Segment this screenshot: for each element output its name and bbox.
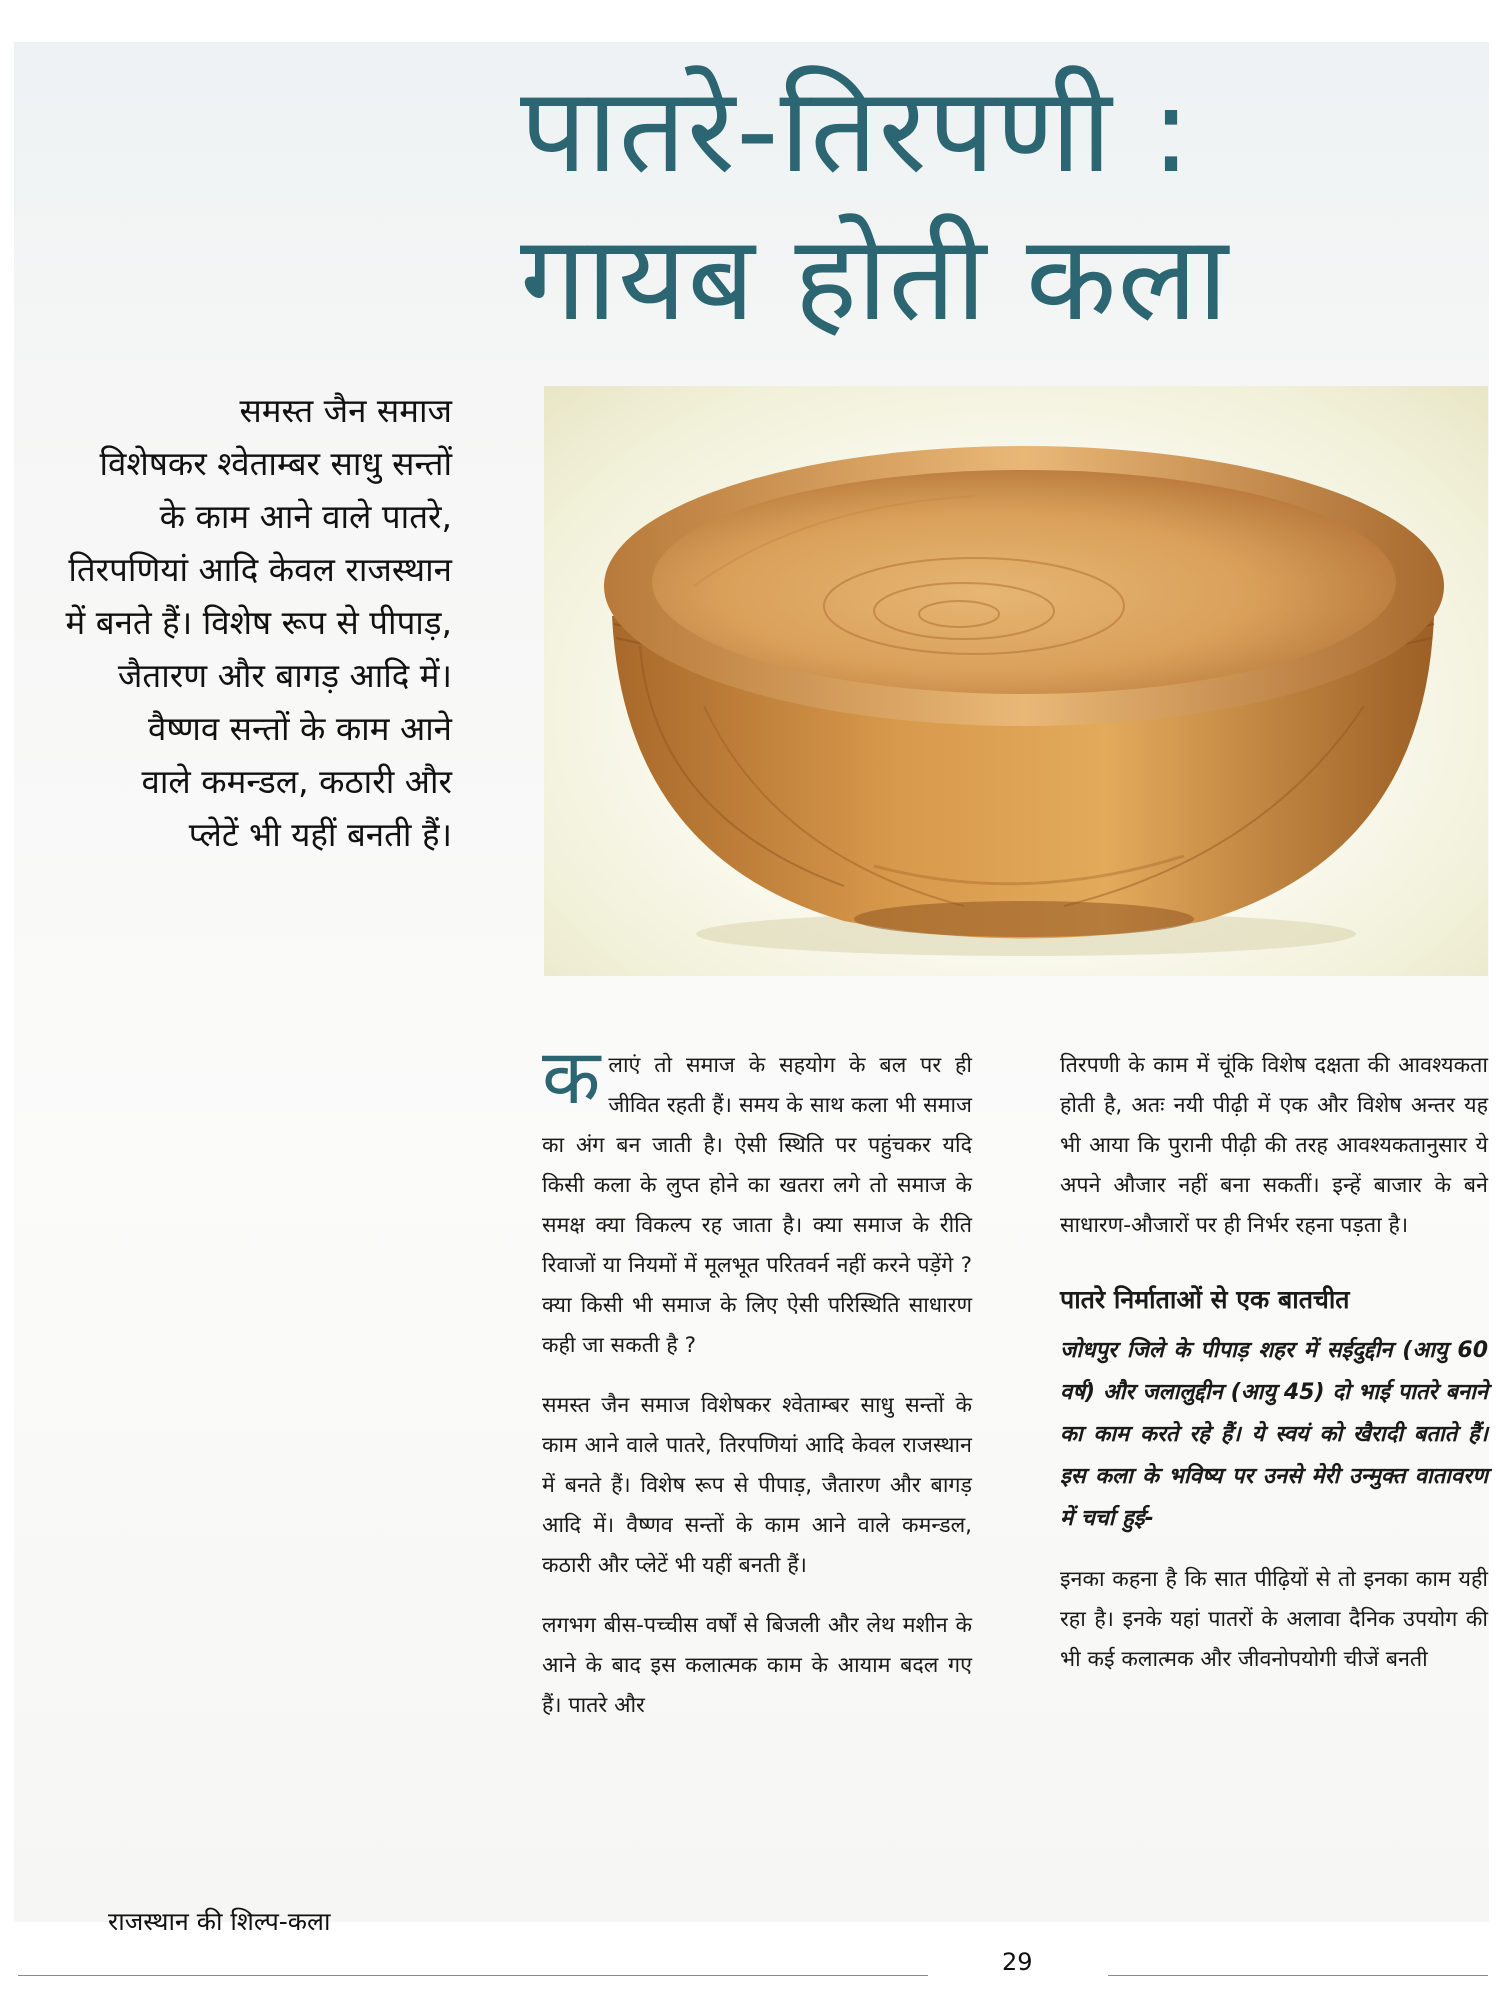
body-paragraph: इनका कहना है कि सात पीढ़ियों से तो इनका काम यही रहा है। इनके यहां पातरों के अलावा दैनिक उपयोग की भी कई कलात्मक और जीवनोपयोगी चीजें बनती	[1060, 1567, 1488, 1672]
body-paragraph: लगभग बीस-पच्चीस वर्षों से बिजली और लेथ मशीन के आने के बाद इस कलात्मक काम के आयाम बदल गए हैं। पातरे और	[542, 1613, 972, 1718]
title-line-1: पातरे-तिरपणी :	[520, 61, 1192, 199]
pull-quote	[20, 384, 452, 861]
opening-paragraph	[542, 1032, 972, 1366]
footer-divider-left	[18, 1975, 928, 1976]
pull-quote-line: वाले कमन्डल, कठारी और	[141, 762, 452, 801]
footer-publication-title: राजस्थान की शिल्प-कला	[108, 1907, 331, 1936]
opening-paragraph-text: लाएं तो समाज के सहयोग के बल पर ही जीवित रहती हैं। समय के साथ कला भी समाज का अंग बन जाती है। ऐसी स्थिति पर पहुंचकर यदि किसी कला के लुप्त होने का खतरा लगे तो समाज के समक्ष क्या विकल्प रह जाता है। क्या समाज के रीति रिवाजों या नियमों में मूलभूत परितवर्न नहीं करने पड़ेंगे ? क्या किसी भी समाज के लिए ऐसी परिस्थिति साधारण कही जा सकती है ?	[542, 1053, 972, 1358]
pull-quote-line: जैतारण और बागड़ आदि में।	[117, 656, 452, 695]
body-paragraph: तिरपणी के काम में चूंकि विशेष दक्षता की आवश्यकता होती है, अतः नयी पीढ़ी में एक और विशेष अन्तर यह भी आया कि पुरानी पीढ़ी की तरह आवश्यकतानुसार ये अपने औजार नहीं बना सकतीं। इन्हें बाजार के बने साधारण-औजारों पर ही निर्भर रहना पड़ता है।	[1060, 1053, 1488, 1238]
article-column-left	[542, 1032, 972, 1746]
article-title	[520, 56, 1490, 352]
section-subheading: पातरे निर्माताओं से एक बातचीत	[1060, 1285, 1350, 1314]
body-paragraph: समस्त जैन समाज विशेषकर श्वेताम्बर साधु सन्तों के काम आने वाले पातरे, तिरपणियां आदि केवल राजस्थान में बनते हैं। विशेष रूप से पीपाड़, जैतारण और बागड़ आदि में। वैष्णव सन्तों के काम आने वाले कमन्डल, कठारी और प्लेटें भी यहीं बनती हैं।	[542, 1393, 972, 1578]
interview-intro: जोधपुर जिले के पीपाड़ शहर में सईदुद्दीन (आयु 60 वर्ष) और जलालुद्दीन (आयु 45) दो भाई पातरे बनाने का काम करते रहे हैं। ये स्वयं को खैरादी बताते हैं। इस कला के भविष्य पर उनसे मेरी उन्मुक्त वातावरण में चर्चा हुई-	[1060, 1338, 1488, 1531]
pull-quote-line: के काम आने वाले पातरे,	[159, 497, 452, 536]
pull-quote-line: वैष्णव सन्तों के काम आने	[148, 709, 452, 748]
pull-quote-line: में बनते हैं। विशेष रूप से पीपाड़,	[65, 603, 452, 642]
pull-quote-line: विशेषकर श्वेताम्बर साधु सन्तों	[99, 444, 452, 483]
footer-divider-right	[1108, 1975, 1488, 1976]
article-column-right	[1060, 1046, 1488, 1700]
pull-quote-line: तिरपणियां आदि केवल राजस्थान	[68, 550, 452, 589]
dropcap: क	[542, 1032, 601, 1121]
pull-quote-line: समस्त जैन समाज	[239, 391, 452, 430]
pull-quote-line: प्लेटें भी यहीं बनती हैं।	[188, 815, 452, 854]
wooden-bowl-illustration	[544, 386, 1488, 976]
page-number: 29	[1002, 1948, 1033, 1976]
show-through-text	[16, 860, 454, 1850]
title-line-2: गायब होती कला	[520, 209, 1230, 347]
wooden-bowl-photo	[544, 386, 1488, 976]
